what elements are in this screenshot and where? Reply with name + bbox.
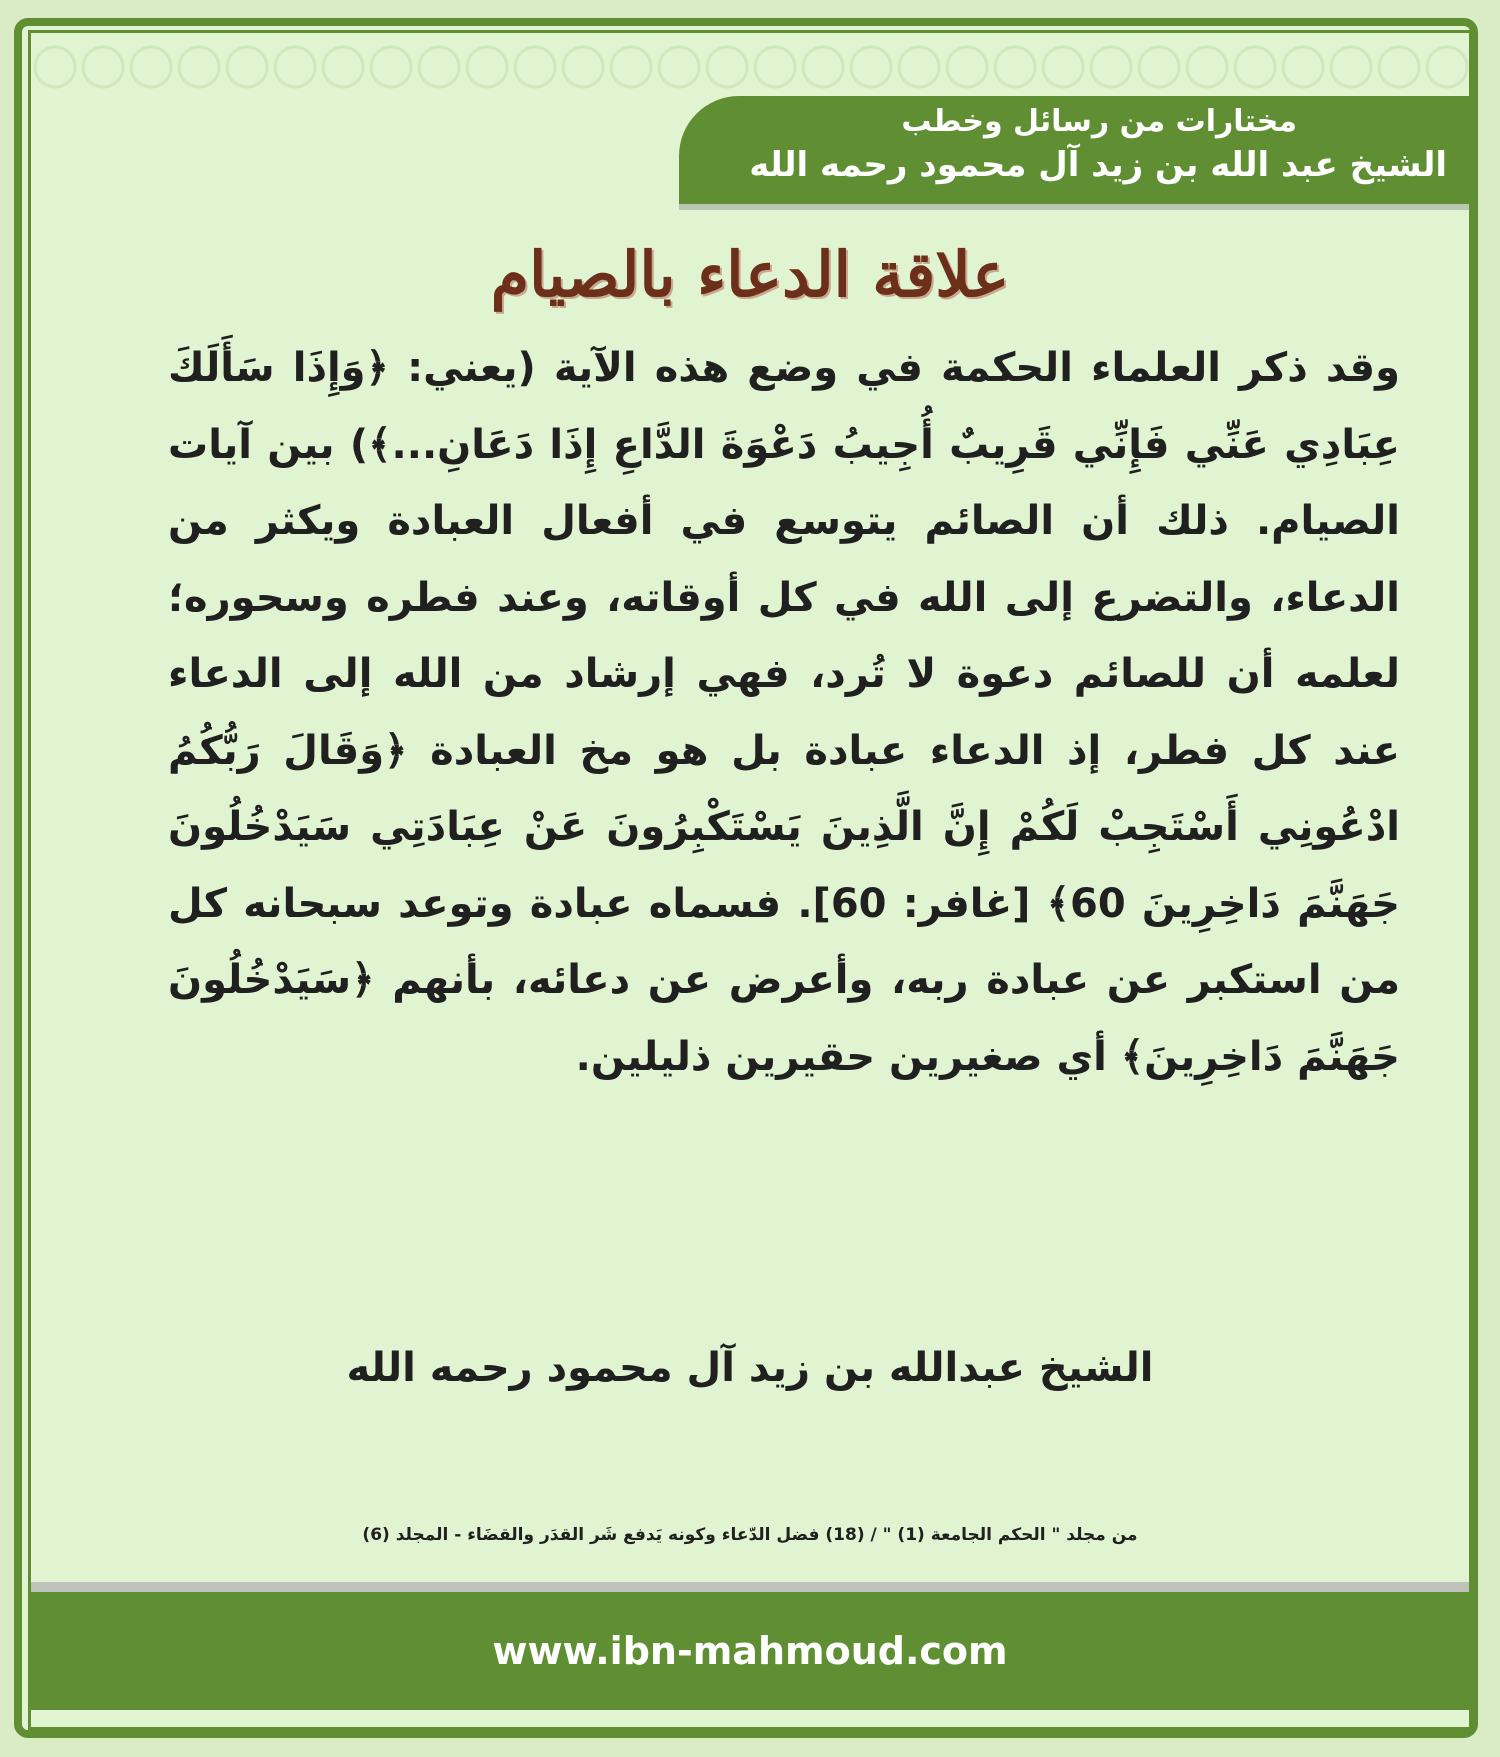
header-banner	[679, 96, 1469, 204]
article-paragraph: وقد ذكر العلماء الحكمة في وضع هذه الآية (يعني: ﴿وَإِذَا سَأَلَكَ عِبَادِي عَنِّي فَإِنِّي قَرِيبٌ أُجِيبُ دَعْوَةَ الدَّاعِ إِذَا دَعَانِ...﴾) بين آيات الصيام. ذلك أن الصائم يتوسع في أفعال العبادة ويكثر من الدعاء، والتضرع إلى الله في كل أوقاته، وعند فطره وسحوره؛ لعلمه أن للصائم دعوة لا تُرد، فهي إرشاد من الله إلى الدعاء عند كل فطر، إذ الدعاء عبادة بل هو مخ العبادة ﴿وَقَالَ رَبُّكُمُ ادْعُونِي أَسْتَجِبْ لَكُمْ إِنَّ الَّذِينَ يَسْتَكْبِرُونَ عَنْ عِبَادَتِي سَيَدْخُلُونَ جَهَنَّمَ دَاخِرِينَ 60﴾ [غافر: 60]. فسماه عبادة وتوعد سبحانه كل من استكبر عن عبادة ربه، وأعرض عن دعائه، بأنهم ﴿سَيَدْخُلُونَ جَهَنَّمَ دَاخِرِينَ﴾ أي صغيرين حقيرين ذليلين.	[168, 345, 1401, 1080]
header-series-title: مختارات من رسائل وخطب	[901, 104, 1297, 139]
author-signature: الشيخ عبدالله بن زيد آل محمود رحمه الله	[346, 1345, 1154, 1391]
footer-banner	[31, 1592, 1469, 1710]
decorative-pattern	[31, 33, 1469, 101]
footer-shadow	[31, 1582, 1469, 1592]
article-body	[168, 330, 1400, 1095]
source-citation: من مجلد " الحكم الجامعة (1) " / (18) فضل الدّعاء وكونه يَدفع شَر القدَر والقضَاء - المجلد (6)	[362, 1525, 1138, 1545]
website-link[interactable]: www.ibn-mahmoud.com	[492, 1629, 1008, 1673]
header-author: الشيخ عبد الله بن زيد آل محمود رحمه الله	[749, 145, 1447, 185]
page-title: علاقة الدعاء بالصيام	[490, 238, 1010, 311]
